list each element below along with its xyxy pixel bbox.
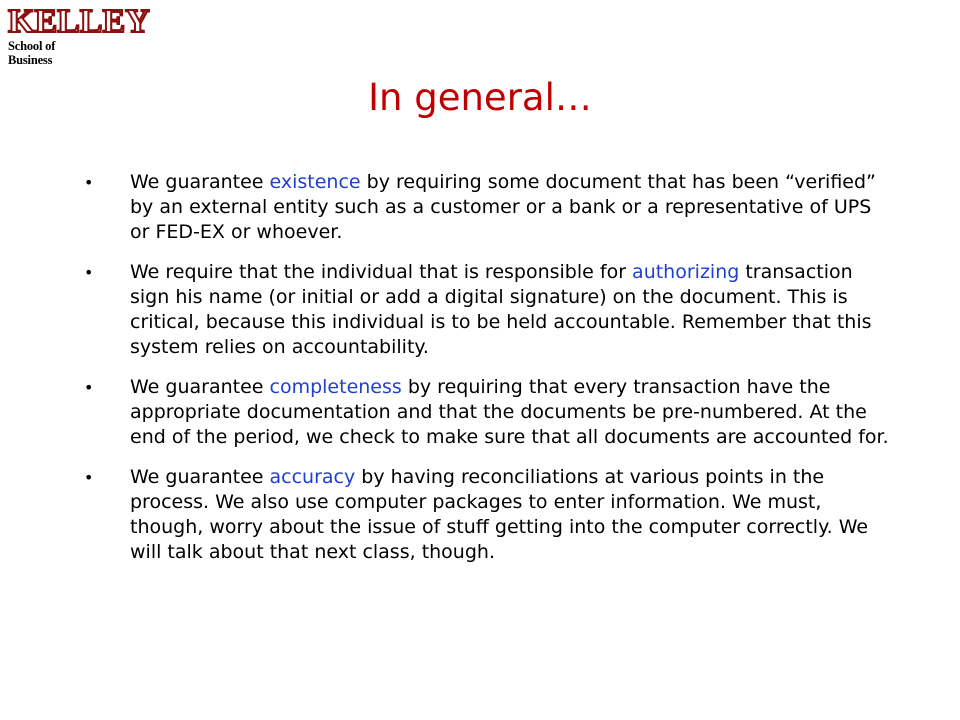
- bullet-text-before: We guarantee: [130, 466, 270, 488]
- bullet-text-before: We guarantee: [130, 171, 270, 193]
- bullet-dot-icon: •: [84, 173, 94, 192]
- bullet-dot-icon: •: [84, 263, 94, 282]
- bullet-dot-icon: •: [84, 378, 94, 397]
- bullet-item-accuracy: [72, 465, 892, 565]
- bullet-keyword: authorizing: [632, 261, 740, 283]
- bullet-text-after: by having reconciliations at various points in the process. We also use computer packages to enter information. We must, though, worry about the issue of stuff getting into the computer correctly. We will talk about that next class, though.: [130, 466, 869, 563]
- bullet-text-before: We guarantee: [130, 376, 270, 398]
- logo-subtitle: School of Business: [8, 39, 56, 67]
- slide-title: In general…: [368, 76, 592, 119]
- bullet-text-after: by requiring that every transaction have the appropriate documentation and that the documents be pre-numbered. At the end of the period, we check to make sure that all documents are accounted for.: [130, 376, 889, 448]
- bullet-keyword: accuracy: [269, 466, 356, 488]
- bullet-list: [72, 170, 892, 580]
- kelley-logo: [8, 3, 150, 67]
- bullet-text-after: by requiring some document that has been “verified” by an external entity such as a customer or a bank or a representative of UPS or FED-EX or whoever.: [130, 171, 876, 243]
- bullet-keyword: completeness: [269, 376, 402, 398]
- bullet-keyword: existence: [269, 171, 361, 193]
- bullet-text-after: transaction sign his name (or initial or add a digital signature) on the document. This is critical, because this individual is to be held accountable. Remember that this system relies on accountability.: [130, 261, 872, 358]
- bullet-item-completeness: [72, 375, 892, 450]
- bullet-text-before: We require that the individual that is responsible for: [130, 261, 633, 283]
- bullet-dot-icon: •: [84, 468, 94, 487]
- logo-wordmark: KELLEY: [8, 3, 150, 40]
- bullet-item-authorizing: [72, 260, 892, 360]
- bullet-item-existence: [72, 170, 892, 245]
